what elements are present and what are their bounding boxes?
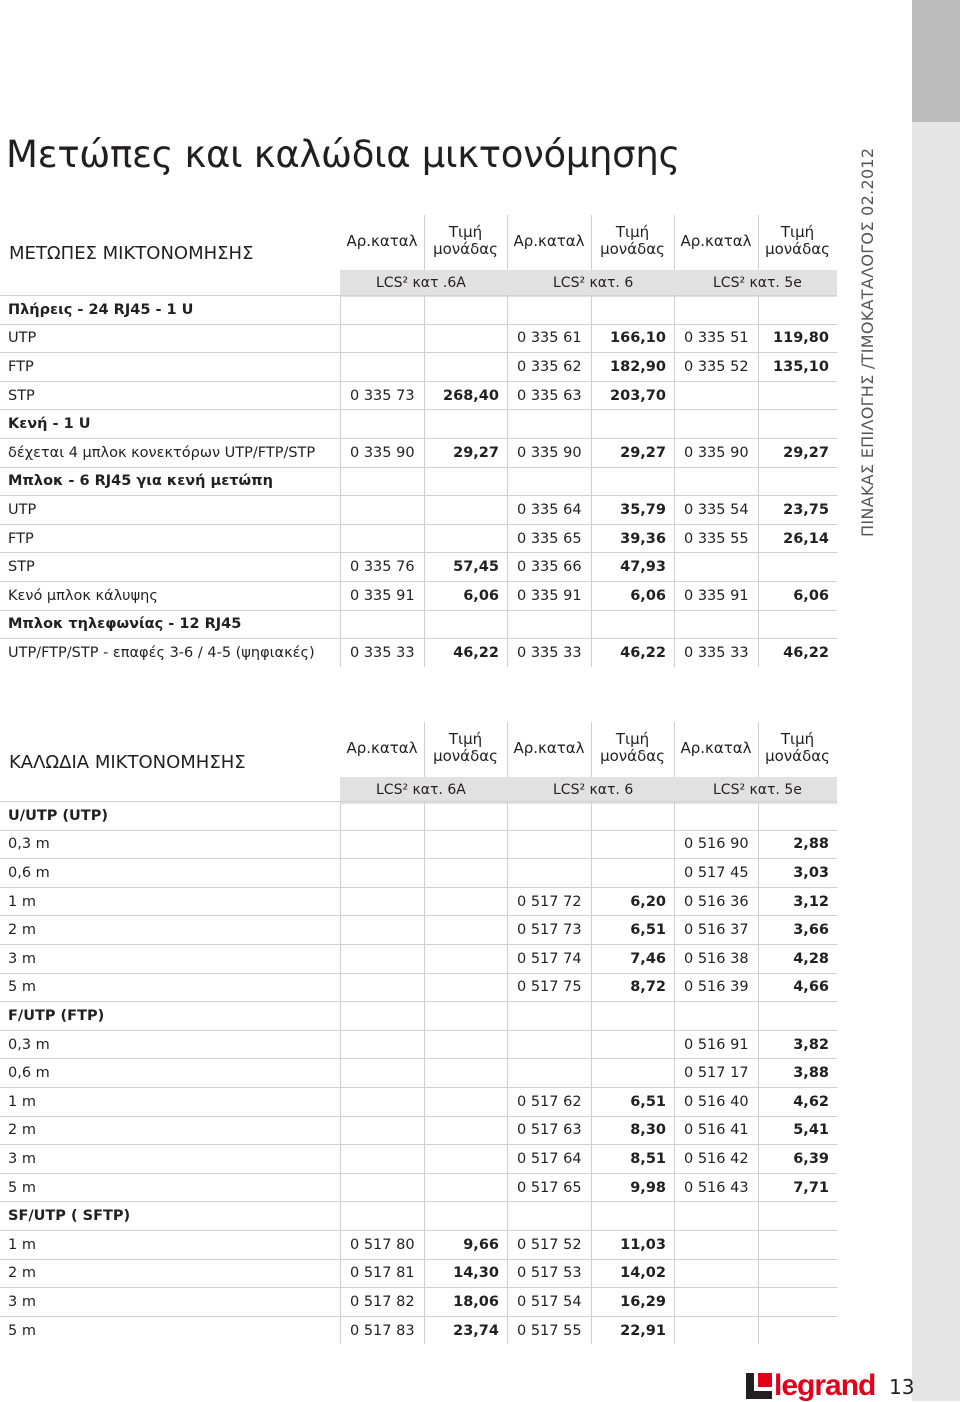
row-label: FTP: [0, 524, 340, 553]
price-cell: 8,51: [591, 1145, 674, 1174]
row-label: 2 m: [0, 1259, 340, 1288]
price-cell: 3,82: [758, 1030, 837, 1059]
table-row: [0, 973, 837, 1002]
code-cell: [340, 944, 424, 973]
column-divider: [674, 295, 675, 667]
price-cell: 14,02: [591, 1259, 674, 1288]
price-cell: 4,66: [758, 973, 837, 1002]
price-cell: 23,74: [424, 1316, 507, 1345]
price-cell: [591, 1202, 674, 1231]
price-cell: [591, 410, 674, 439]
code-cell: [340, 859, 424, 888]
row-label: Πλήρεις - 24 RJ45 - 1 U: [0, 296, 340, 325]
table-row: [0, 438, 837, 467]
table-row: [0, 1145, 837, 1174]
code-cell: 0 517 52: [507, 1230, 591, 1259]
code-cell: [507, 859, 591, 888]
code-cell: 0 516 36: [674, 887, 758, 916]
code-cell: [507, 296, 591, 325]
category-label: LCS² κατ. 6: [553, 275, 634, 291]
table-row: [0, 324, 837, 353]
price-cell: 57,45: [424, 553, 507, 582]
price-cell: [591, 830, 674, 859]
price-cell: [758, 1202, 837, 1231]
price-cell: 3,66: [758, 916, 837, 945]
code-cell: [507, 467, 591, 496]
code-cell: [674, 1002, 758, 1031]
price-cell: 23,75: [758, 496, 837, 525]
price-cell: [758, 610, 837, 639]
price-cell: [758, 410, 837, 439]
row-label: 5 m: [0, 1173, 340, 1202]
code-cell: 0 335 91: [507, 581, 591, 610]
price-cell: [758, 1288, 837, 1317]
table-row: [0, 1259, 837, 1288]
code-cell: [507, 610, 591, 639]
table-row: [0, 1316, 837, 1345]
code-cell: 0 335 52: [674, 353, 758, 382]
price-cell: 9,66: [424, 1230, 507, 1259]
code-cell: 0 517 81: [340, 1259, 424, 1288]
faceplates-section-title: ΜΕΤΩΠΕΣ ΜΙΚΤΟΝΟΜΗΣΗΣ: [9, 243, 254, 264]
price-cell: 16,29: [591, 1288, 674, 1317]
category-label: LCS² κατ. 6: [553, 782, 634, 798]
price-cell: [591, 1059, 674, 1088]
price-cell: [424, 944, 507, 973]
row-label: Κενή - 1 U: [0, 410, 340, 439]
code-cell: 0 517 53: [507, 1259, 591, 1288]
code-cell: 0 516 91: [674, 1030, 758, 1059]
price-cell: [424, 859, 507, 888]
price-cell: 182,90: [591, 353, 674, 382]
price-cell: [758, 1259, 837, 1288]
code-cell: 0 335 73: [340, 381, 424, 410]
category-label: LCS² κατ. 6A: [376, 782, 466, 798]
code-cell: 0 516 43: [674, 1173, 758, 1202]
price-cell: [424, 353, 507, 382]
table-row: [0, 916, 837, 945]
code-cell: [340, 610, 424, 639]
code-cell: 0 516 37: [674, 916, 758, 945]
column-divider: [507, 801, 508, 1344]
code-cell: [674, 467, 758, 496]
code-cell: 0 335 62: [507, 353, 591, 382]
legrand-mark-icon: [746, 1373, 772, 1399]
header-price: Τιμή μονάδας: [765, 730, 830, 765]
code-cell: [340, 467, 424, 496]
price-cell: 3,12: [758, 887, 837, 916]
price-cell: [758, 1002, 837, 1031]
code-cell: [340, 1030, 424, 1059]
row-label: UTP: [0, 324, 340, 353]
brand-name: legrand: [774, 1369, 876, 1402]
code-cell: 0 335 90: [507, 438, 591, 467]
price-cell: [424, 887, 507, 916]
table-row: [0, 381, 837, 410]
price-cell: 6,06: [591, 581, 674, 610]
price-cell: [591, 802, 674, 831]
code-cell: 0 517 75: [507, 973, 591, 1002]
faceplates-table: [0, 295, 837, 667]
price-cell: [424, 467, 507, 496]
code-cell: 0 517 74: [507, 944, 591, 973]
row-label: Κενό μπλοκ κάλυψης: [0, 581, 340, 610]
price-cell: 22,91: [591, 1316, 674, 1345]
code-cell: [674, 381, 758, 410]
price-cell: [424, 1202, 507, 1231]
price-cell: [424, 324, 507, 353]
table-row: [0, 581, 837, 610]
price-cell: [424, 410, 507, 439]
row-label: 3 m: [0, 1288, 340, 1317]
code-cell: [674, 1259, 758, 1288]
price-cell: [758, 1316, 837, 1345]
table-row: [0, 353, 837, 382]
cables-table: [0, 801, 837, 1345]
code-cell: [674, 610, 758, 639]
row-label: 5 m: [0, 973, 340, 1002]
price-cell: [758, 802, 837, 831]
code-cell: [340, 1116, 424, 1145]
table-row: [0, 887, 837, 916]
code-cell: 0 517 17: [674, 1059, 758, 1088]
price-cell: 135,10: [758, 353, 837, 382]
price-cell: [591, 1002, 674, 1031]
price-cell: [424, 1173, 507, 1202]
column-divider: [507, 295, 508, 667]
code-cell: [340, 353, 424, 382]
table-row: [0, 944, 837, 973]
price-cell: 2,88: [758, 830, 837, 859]
code-cell: [340, 830, 424, 859]
table-row: [0, 1173, 837, 1202]
code-cell: [340, 1059, 424, 1088]
code-cell: 0 335 90: [674, 438, 758, 467]
row-label: STP: [0, 381, 340, 410]
group-row: [0, 467, 837, 496]
code-cell: 0 517 45: [674, 859, 758, 888]
legrand-logo: [746, 1369, 876, 1402]
price-cell: 6,51: [591, 1087, 674, 1116]
code-cell: [674, 553, 758, 582]
side-label: ΠΙΝΑΚΑΣ ΕΠΙΛΟΓΗΣ /ΤΙΜΟΚΑΤΑΛΟΓΟΣ 02.2012: [858, 147, 877, 537]
code-cell: 0 516 40: [674, 1087, 758, 1116]
code-cell: [340, 1202, 424, 1231]
price-cell: 8,30: [591, 1116, 674, 1145]
row-label: UTP: [0, 496, 340, 525]
price-cell: [424, 1145, 507, 1174]
code-cell: 0 517 63: [507, 1116, 591, 1145]
row-label: Μπλοκ τηλεφωνίας - 12 RJ45: [0, 610, 340, 639]
row-label: 2 m: [0, 1116, 340, 1145]
price-cell: 29,27: [758, 438, 837, 467]
code-cell: 0 335 66: [507, 553, 591, 582]
price-cell: 8,72: [591, 973, 674, 1002]
header-price: Τιμή μονάδας: [600, 223, 665, 258]
side-strip: [912, 0, 960, 1401]
table-row: [0, 1116, 837, 1145]
price-cell: 6,51: [591, 916, 674, 945]
row-label: U/UTP (UTP): [0, 802, 340, 831]
code-cell: [507, 410, 591, 439]
code-cell: 0 517 54: [507, 1288, 591, 1317]
code-cell: [507, 1002, 591, 1031]
code-cell: 0 517 73: [507, 916, 591, 945]
price-cell: [758, 553, 837, 582]
code-cell: [674, 1230, 758, 1259]
group-row: [0, 1002, 837, 1031]
column-divider: [424, 295, 425, 667]
code-cell: 0 335 55: [674, 524, 758, 553]
price-cell: 119,80: [758, 324, 837, 353]
code-cell: [340, 887, 424, 916]
code-cell: [674, 1202, 758, 1231]
column-divider: [591, 295, 592, 667]
price-cell: [424, 1002, 507, 1031]
header-code: Αρ.καταλ: [680, 231, 752, 250]
category-label: LCS² κατ. 5e: [713, 275, 802, 291]
row-label: SF/UTP ( SFTP): [0, 1202, 340, 1231]
price-cell: 3,03: [758, 859, 837, 888]
price-cell: 18,06: [424, 1288, 507, 1317]
row-label: FTP: [0, 353, 340, 382]
price-cell: 9,98: [591, 1173, 674, 1202]
price-cell: [758, 1230, 837, 1259]
price-cell: 26,14: [758, 524, 837, 553]
code-cell: 0 335 76: [340, 553, 424, 582]
header-price: Τιμή μονάδας: [433, 223, 498, 258]
group-row: [0, 410, 837, 439]
table-row: [0, 1030, 837, 1059]
row-label: F/UTP (FTP): [0, 1002, 340, 1031]
price-cell: [591, 467, 674, 496]
cables-section-title: ΚΑΛΩΔΙΑ ΜΙΚΤΟΝΟΜΗΣΗΣ: [9, 752, 246, 773]
code-cell: 0 335 54: [674, 496, 758, 525]
price-cell: 29,27: [591, 438, 674, 467]
price-cell: [424, 1087, 507, 1116]
price-cell: 39,36: [591, 524, 674, 553]
code-cell: [340, 1145, 424, 1174]
code-cell: [674, 1316, 758, 1345]
code-cell: 0 517 62: [507, 1087, 591, 1116]
code-cell: [674, 296, 758, 325]
price-cell: [424, 1116, 507, 1145]
code-cell: 0 517 82: [340, 1288, 424, 1317]
row-label: STP: [0, 553, 340, 582]
code-cell: 0 517 65: [507, 1173, 591, 1202]
code-cell: 0 335 33: [340, 639, 424, 668]
price-cell: 46,22: [424, 639, 507, 668]
price-cell: 268,40: [424, 381, 507, 410]
header-code: Αρ.καταλ: [513, 231, 585, 250]
column-divider: [674, 801, 675, 1344]
header-code: Αρ.καταλ: [346, 738, 418, 757]
price-cell: [424, 610, 507, 639]
header-code: Αρ.καταλ: [346, 231, 418, 250]
price-cell: [424, 916, 507, 945]
column-divider: [424, 801, 425, 1344]
code-cell: [674, 802, 758, 831]
row-label: 0,6 m: [0, 1059, 340, 1088]
row-label: 3 m: [0, 944, 340, 973]
table-row: [0, 1059, 837, 1088]
code-cell: [340, 802, 424, 831]
price-cell: 14,30: [424, 1259, 507, 1288]
table-row: [0, 496, 837, 525]
row-label: 1 m: [0, 1087, 340, 1116]
code-cell: [674, 1288, 758, 1317]
group-row: [0, 610, 837, 639]
code-cell: [507, 802, 591, 831]
price-cell: [424, 830, 507, 859]
price-cell: [758, 381, 837, 410]
code-cell: [340, 324, 424, 353]
code-cell: [340, 496, 424, 525]
code-cell: 0 516 41: [674, 1116, 758, 1145]
code-cell: 0 335 61: [507, 324, 591, 353]
row-label: 0,3 m: [0, 830, 340, 859]
table-row: [0, 639, 837, 668]
code-cell: 0 517 80: [340, 1230, 424, 1259]
group-row: [0, 802, 837, 831]
price-cell: [591, 1030, 674, 1059]
code-cell: [340, 916, 424, 945]
code-cell: 0 335 91: [340, 581, 424, 610]
table-row: [0, 1087, 837, 1116]
row-label: 1 m: [0, 887, 340, 916]
group-row: [0, 296, 837, 325]
code-cell: 0 335 65: [507, 524, 591, 553]
row-label: Μπλοκ - 6 RJ45 για κενή μετώπη: [0, 467, 340, 496]
row-label: 1 m: [0, 1230, 340, 1259]
column-divider: [591, 801, 592, 1344]
price-cell: [424, 973, 507, 1002]
price-cell: 11,03: [591, 1230, 674, 1259]
column-divider: [340, 295, 341, 667]
price-cell: 29,27: [424, 438, 507, 467]
code-cell: [340, 296, 424, 325]
code-cell: 0 335 91: [674, 581, 758, 610]
code-cell: 0 516 42: [674, 1145, 758, 1174]
code-cell: [340, 1087, 424, 1116]
category-label: LCS² κατ .6A: [376, 275, 466, 291]
price-cell: 46,22: [758, 639, 837, 668]
code-cell: 0 517 64: [507, 1145, 591, 1174]
header-price: Τιμή μονάδας: [433, 730, 498, 765]
page-number: 13: [889, 1375, 915, 1399]
price-cell: 3,88: [758, 1059, 837, 1088]
price-cell: [591, 859, 674, 888]
code-cell: [340, 410, 424, 439]
price-cell: 203,70: [591, 381, 674, 410]
price-cell: 46,22: [591, 639, 674, 668]
code-cell: 0 335 63: [507, 381, 591, 410]
price-cell: 6,06: [424, 581, 507, 610]
code-cell: [507, 1030, 591, 1059]
code-cell: 0 335 33: [507, 639, 591, 668]
row-label: UTP/FTP/STP - επαφές 3-6 / 4-5 (ψηφιακές): [0, 639, 340, 668]
category-label: LCS² κατ. 5e: [713, 782, 802, 798]
price-cell: 4,28: [758, 944, 837, 973]
price-cell: [591, 296, 674, 325]
price-cell: [424, 802, 507, 831]
table-row: [0, 524, 837, 553]
page-title: Μετώπες και καλώδια μικτονόμησης: [6, 133, 680, 176]
price-cell: [758, 467, 837, 496]
price-cell: 47,93: [591, 553, 674, 582]
column-divider: [758, 801, 759, 1344]
header-price: Τιμή μονάδας: [600, 730, 665, 765]
row-label: 5 m: [0, 1316, 340, 1345]
row-label: 0,3 m: [0, 1030, 340, 1059]
price-cell: [424, 1030, 507, 1059]
header-code: Αρ.καταλ: [680, 738, 752, 757]
table-row: [0, 1288, 837, 1317]
column-divider: [340, 801, 341, 1344]
column-divider: [758, 295, 759, 667]
code-cell: 0 517 72: [507, 887, 591, 916]
price-cell: 35,79: [591, 496, 674, 525]
code-cell: [507, 830, 591, 859]
price-cell: 4,62: [758, 1087, 837, 1116]
code-cell: 0 517 83: [340, 1316, 424, 1345]
price-cell: [424, 296, 507, 325]
price-cell: 6,20: [591, 887, 674, 916]
code-cell: [674, 410, 758, 439]
code-cell: 0 335 51: [674, 324, 758, 353]
code-cell: [340, 1173, 424, 1202]
group-row: [0, 1202, 837, 1231]
price-cell: 5,41: [758, 1116, 837, 1145]
table-row: [0, 859, 837, 888]
price-cell: [424, 524, 507, 553]
code-cell: [340, 524, 424, 553]
price-cell: [424, 1059, 507, 1088]
price-cell: 166,10: [591, 324, 674, 353]
code-cell: 0 516 90: [674, 830, 758, 859]
code-cell: 0 516 39: [674, 973, 758, 1002]
code-cell: 0 335 90: [340, 438, 424, 467]
table-row: [0, 830, 837, 859]
price-cell: 6,06: [758, 581, 837, 610]
code-cell: 0 335 33: [674, 639, 758, 668]
code-cell: 0 516 38: [674, 944, 758, 973]
price-cell: 7,46: [591, 944, 674, 973]
row-label: 0,6 m: [0, 859, 340, 888]
code-cell: 0 335 64: [507, 496, 591, 525]
row-label: δέχεται 4 μπλοκ κονεκτόρων UTP/FTP/STP: [0, 438, 340, 467]
side-strip-top: [912, 0, 960, 122]
code-cell: [340, 973, 424, 1002]
price-cell: [424, 496, 507, 525]
price-cell: 7,71: [758, 1173, 837, 1202]
code-cell: 0 517 55: [507, 1316, 591, 1345]
code-cell: [340, 1002, 424, 1031]
price-cell: [758, 296, 837, 325]
code-cell: [507, 1059, 591, 1088]
header-price: Τιμή μονάδας: [765, 223, 830, 258]
row-label: 2 m: [0, 916, 340, 945]
table-row: [0, 553, 837, 582]
table-row: [0, 1230, 837, 1259]
code-cell: [507, 1202, 591, 1231]
price-cell: 6,39: [758, 1145, 837, 1174]
price-cell: [591, 610, 674, 639]
header-code: Αρ.καταλ: [513, 738, 585, 757]
row-label: 3 m: [0, 1145, 340, 1174]
